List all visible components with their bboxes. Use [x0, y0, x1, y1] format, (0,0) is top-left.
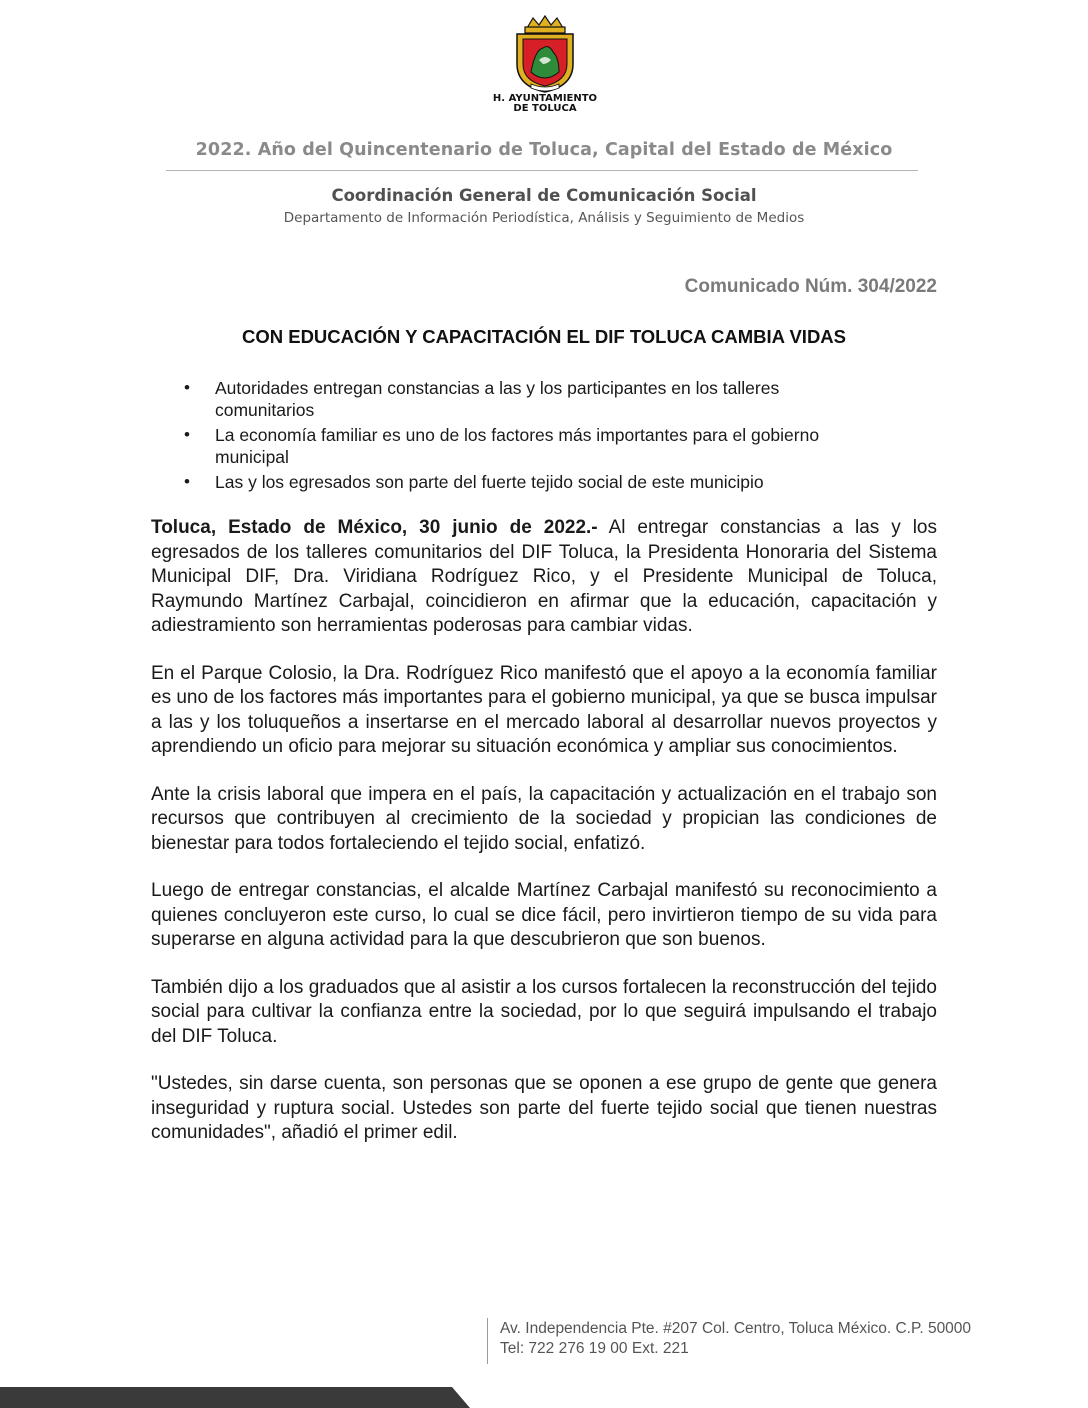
bullet-text: La economía familiar es uno de los factores más importantes para el gobierno municipal	[215, 425, 820, 467]
body-paragraph-6: "Ustedes, sin darse cuenta, son personas que se oponen a ese grupo de gente que genera inseguridad y ruptura social. Ustedes son parte del fuerte tejido social que tienen nuestras comunidades", añadió el primer edil.	[151, 1073, 937, 1143]
press-release-body	[151, 516, 937, 1169]
bullet-text: Las y los egresados son parte del fuerte tejido social de este municipio	[215, 472, 764, 492]
commemorative-year-line: 2022. Año del Quincentenario de Toluca, Capital del Estado de México	[195, 140, 893, 160]
bullet-icon: •	[184, 378, 190, 397]
footer-divider	[487, 1318, 488, 1364]
footer-phone: Tel: 722 276 19 00 Ext. 221	[500, 1340, 689, 1357]
summary-bullet	[178, 471, 878, 493]
body-paragraph-1	[151, 516, 937, 639]
press-release-headline: CON EDUCACIÓN Y CAPACITACIÓN EL DIF TOLUCA CAMBIA VIDAS	[241, 326, 846, 347]
communique-number: Comunicado Núm. 304/2022	[684, 276, 937, 297]
summary-bullet	[178, 424, 878, 468]
header-divider	[166, 170, 918, 171]
coordination-title: Coordinación General de Comunicación Social	[331, 186, 757, 205]
department-subtitle: Departamento de Información Periodística, Análisis y Seguimiento de Medios	[283, 210, 805, 226]
dateline: Toluca, Estado de México, 30 junio de 2022.-	[151, 517, 598, 538]
body-paragraph-5: También dijo a los graduados que al asistir a los cursos fortalecen la reconstrucción del tejido social para cultivar la confianza entre la sociedad, por lo que seguirá impulsando el trabajo del DIF Toluca.	[151, 976, 937, 1047]
coat-of-arms-icon	[505, 14, 585, 94]
logo-caption-line2: DE TOLUCA	[513, 103, 577, 114]
body-paragraph-3: Ante la crisis laboral que impera en el país, la capacitación y actualización en el trabajo son recursos que contribuyen al crecimiento de la sociedad y propician las condiciones de bienestar para todos fortaleciendo el tejido social, enfatizó.	[151, 783, 937, 854]
summary-bullet-list	[178, 377, 878, 496]
paragraph-text: Al entregar constancias a las y los egresados de los talleres comunitarios del DIF Toluca, la Presidenta Honoraria del Sistema Municipal DIF, Dra. Viridiana Rodríguez Rico, y el Presidente Municipal de Toluca, Raymundo Martínez Carbajal, coincidieron en afirmar que la educación, capacitación y adiestramiento son herramientas poderosas para cambiar vidas.	[151, 517, 937, 636]
footer-address: Av. Independencia Pte. #207 Col. Centro, Toluca México. C.P. 50000	[500, 1320, 972, 1337]
bullet-icon: •	[184, 425, 190, 444]
body-paragraph-4: Luego de entregar constancias, el alcalde Martínez Carbajal manifestó su reconocimiento a quienes concluyeron este curso, lo cual se dice fácil, pero invirtieron tiempo de su vida para superarse en alguna actividad para la que descubrieron que son buenos.	[151, 880, 937, 950]
body-paragraph-2: En el Parque Colosio, la Dra. Rodríguez Rico manifestó que el apoyo a la economía familiar es uno de los factores más importantes para el gobierno municipal, ya que se busca impulsar a las y los toluqueños a insertarse en el mercado laboral al desarrollar nuevos proyectos y aprendiendo un oficio para mejorar su situación económica y ampliar sus conocimientos.	[151, 662, 937, 757]
footer-accent-bar	[0, 1387, 470, 1408]
summary-bullet	[178, 377, 878, 421]
bullet-icon: •	[184, 472, 190, 491]
bullet-text: Autoridades entregan constancias a las y los participantes en los talleres comunitarios	[215, 378, 780, 420]
logo-caption-line1: H. AYUNTAMIENTO	[492, 93, 598, 104]
municipal-logo	[490, 14, 600, 122]
